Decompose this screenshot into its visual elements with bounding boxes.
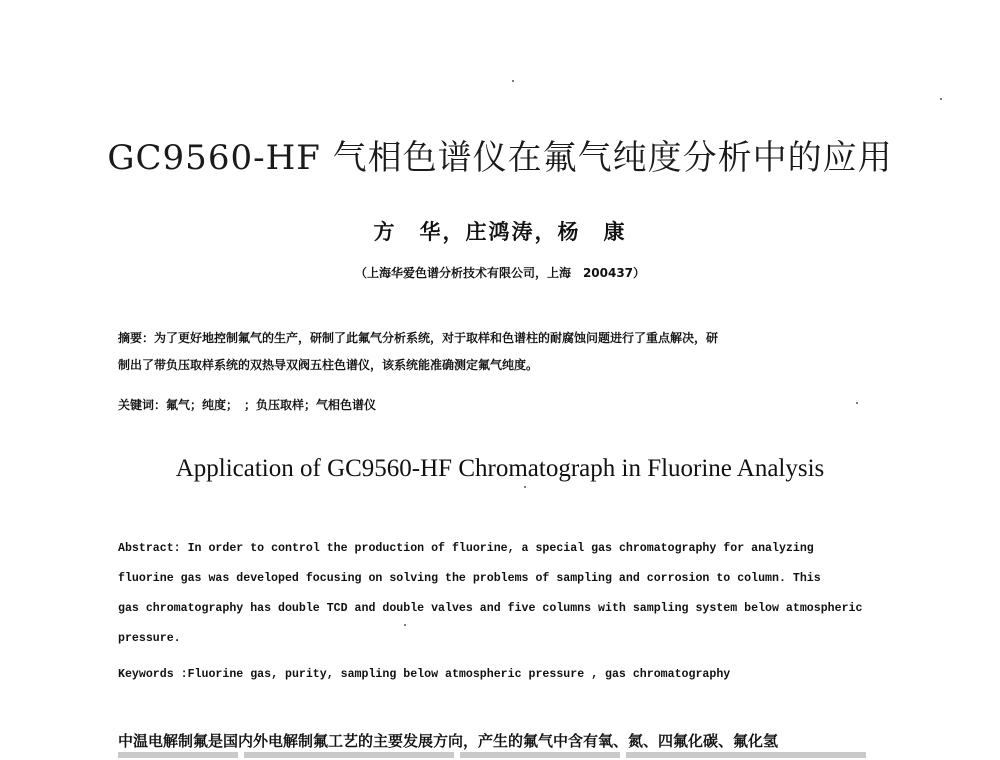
keywords-english-text: Fluorine gas, purity, sampling below atmospheric pressure , gas chromatography xyxy=(187,668,731,681)
abstract-english-line: pressure. xyxy=(118,632,181,645)
paper-title-chinese: GC9560-HF 气相色谱仪在氟气纯度分析中的应用 xyxy=(107,138,893,178)
author-affiliation: （上海华爱色谱分析技术有限公司，上海 200437） xyxy=(354,266,646,280)
paper-title-english: Application of GC9560-HF Chromatograph in Fluorine Analysis xyxy=(175,455,825,482)
cutoff-text-fragment xyxy=(626,752,866,758)
scan-speck xyxy=(940,98,942,100)
abstract-english-label: Abstract: xyxy=(118,542,181,555)
abstract-english-line xyxy=(118,534,898,564)
abstract-chinese xyxy=(118,325,888,379)
abstract-chinese-line xyxy=(118,325,888,352)
cutoff-text-fragment xyxy=(244,752,454,758)
scan-speck xyxy=(524,486,526,488)
abstract-english-line: gas chromatography has double TCD and double valves and five columns with sampling system below atmospheric xyxy=(118,602,863,615)
keywords-english xyxy=(118,668,730,681)
body-paragraph-cutoff-line xyxy=(118,752,898,760)
keywords-english-label: Keywords : xyxy=(118,668,188,681)
abstract-chinese-text: 为了更好地控制氟气的生产，研制了此氟气分析系统，对于取样和色谱柱的耐腐蚀问题进行了重点解决，研 xyxy=(154,331,719,345)
scan-speck xyxy=(856,402,858,404)
keywords-chinese-label: 关键词： xyxy=(118,398,167,412)
cutoff-text-fragment xyxy=(460,752,620,758)
scan-speck xyxy=(512,80,514,82)
abstract-chinese-line: 制出了带负压取样系统的双热导双阀五柱色谱仪，该系统能准确测定氟气纯度。 xyxy=(118,358,539,372)
abstract-english-text: In order to control the production of fluorine, a special gas chromatography for analyzing xyxy=(180,542,814,555)
abstract-english xyxy=(118,534,898,654)
abstract-english-line: fluorine gas was developed focusing on solving the problems of sampling and corrosion to column. This xyxy=(118,572,821,585)
author-list: 方 华，庄鸿涛，杨 康 xyxy=(373,220,627,244)
body-paragraph-first-line: 中温电解制氟是国内外电解制氟工艺的主要发展方向，产生的氟气中含有氧、氮、四氟化碳、氟化氢 xyxy=(118,732,779,750)
abstract-chinese-label: 摘要： xyxy=(118,331,155,345)
keywords-chinese-text: 氟气；纯度； ；负压取样；气相色谱仪 xyxy=(166,398,377,412)
keywords-chinese xyxy=(118,396,376,413)
cutoff-text-fragment xyxy=(118,752,238,758)
